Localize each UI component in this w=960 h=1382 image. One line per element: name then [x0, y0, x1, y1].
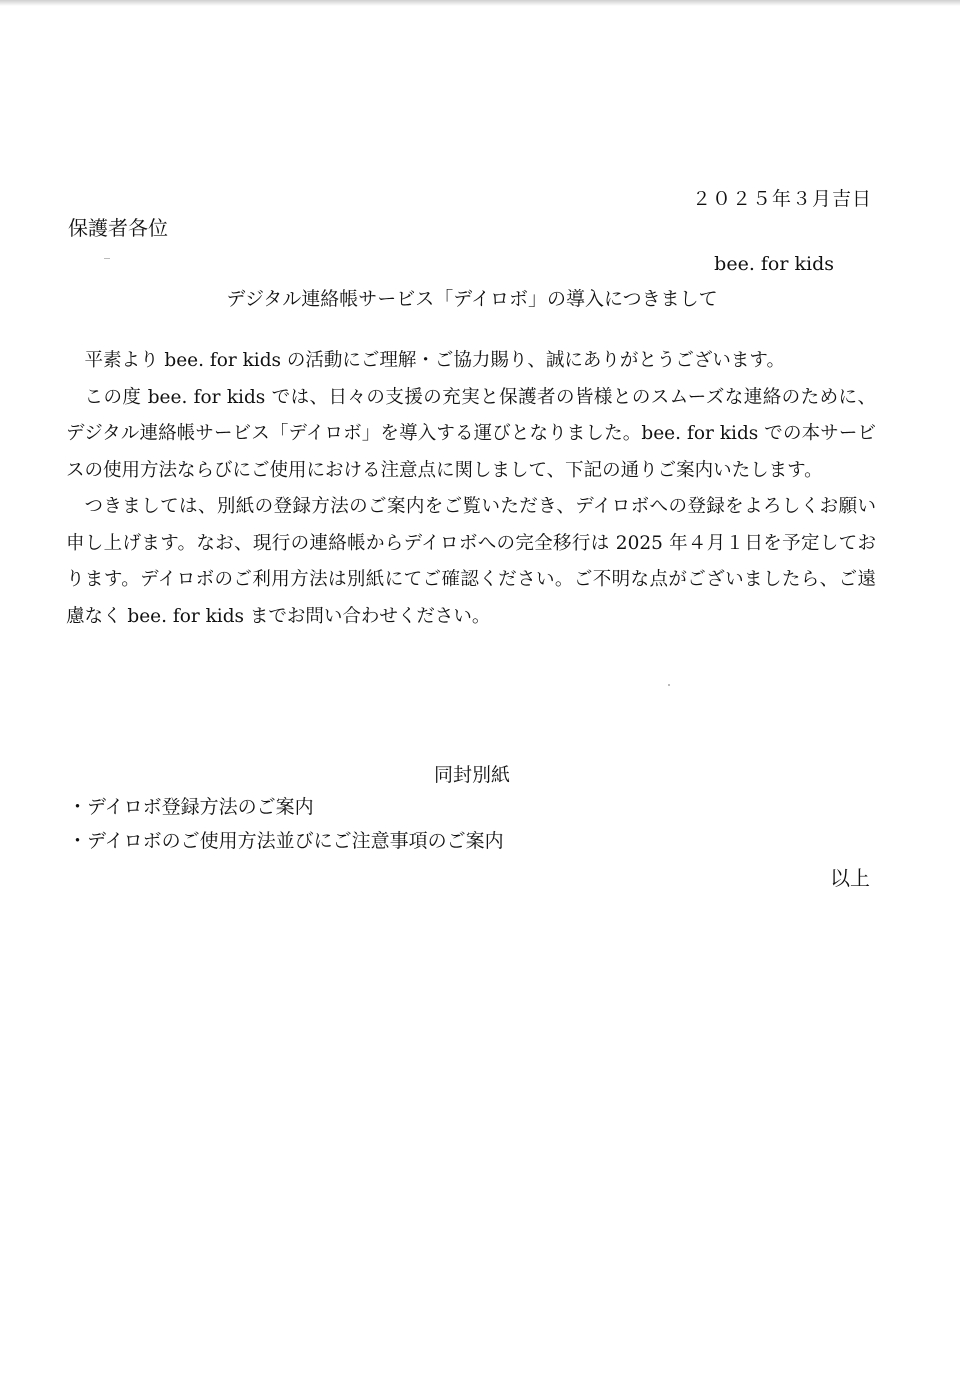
- letter-date: ２０２５年３月吉日: [691, 188, 872, 210]
- enclosure-list: [68, 790, 504, 858]
- enclosure-item: ・デイロボのご使用方法並びにご注意事項のご案内: [68, 830, 504, 852]
- closing: 以上: [830, 866, 870, 890]
- body-paragraph: つきましては、別紙の登録方法のご案内をご覧いただき、デイロボへの登録をよろしくお願い申し上げます。なお、現行の連絡帳からデイロボへの完全移行は 2025 年４月１日を予定しております。デイロボのご利用方法は別紙にてご確認ください。ご不明な点がございましたら、ご遠慮なく bee. for kids までお問い合わせください。: [66, 496, 876, 627]
- scan-top-edge: [0, 0, 960, 6]
- scan-speck: [668, 684, 670, 686]
- body-paragraph: 平素より bee. for kids の活動にご理解・ご協力賜り、誠にありがとうございます。: [84, 350, 785, 371]
- sender: bee. for kids: [714, 253, 834, 275]
- enclosure-title: 同封別紙: [433, 764, 510, 786]
- enclosure-item: ・デイロボ登録方法のご案内: [68, 796, 314, 818]
- recipient: 保護者各位: [68, 216, 168, 240]
- letter-body: [66, 343, 876, 635]
- scan-speck: [104, 258, 110, 259]
- letter-subject: デジタル連絡帳サービス「デイロボ」の導入につきまして: [226, 288, 718, 310]
- body-paragraph: この度 bee. for kids では、日々の支援の充実と保護者の皆様とのスムーズな連絡のために、デジタル連絡帳サービス「デイロボ」を導入する運びとなりました。bee. for kids での本サービスの使用方法ならびにご使用における注意点に関しまして、下記の通りご案内いたします。: [66, 386, 876, 481]
